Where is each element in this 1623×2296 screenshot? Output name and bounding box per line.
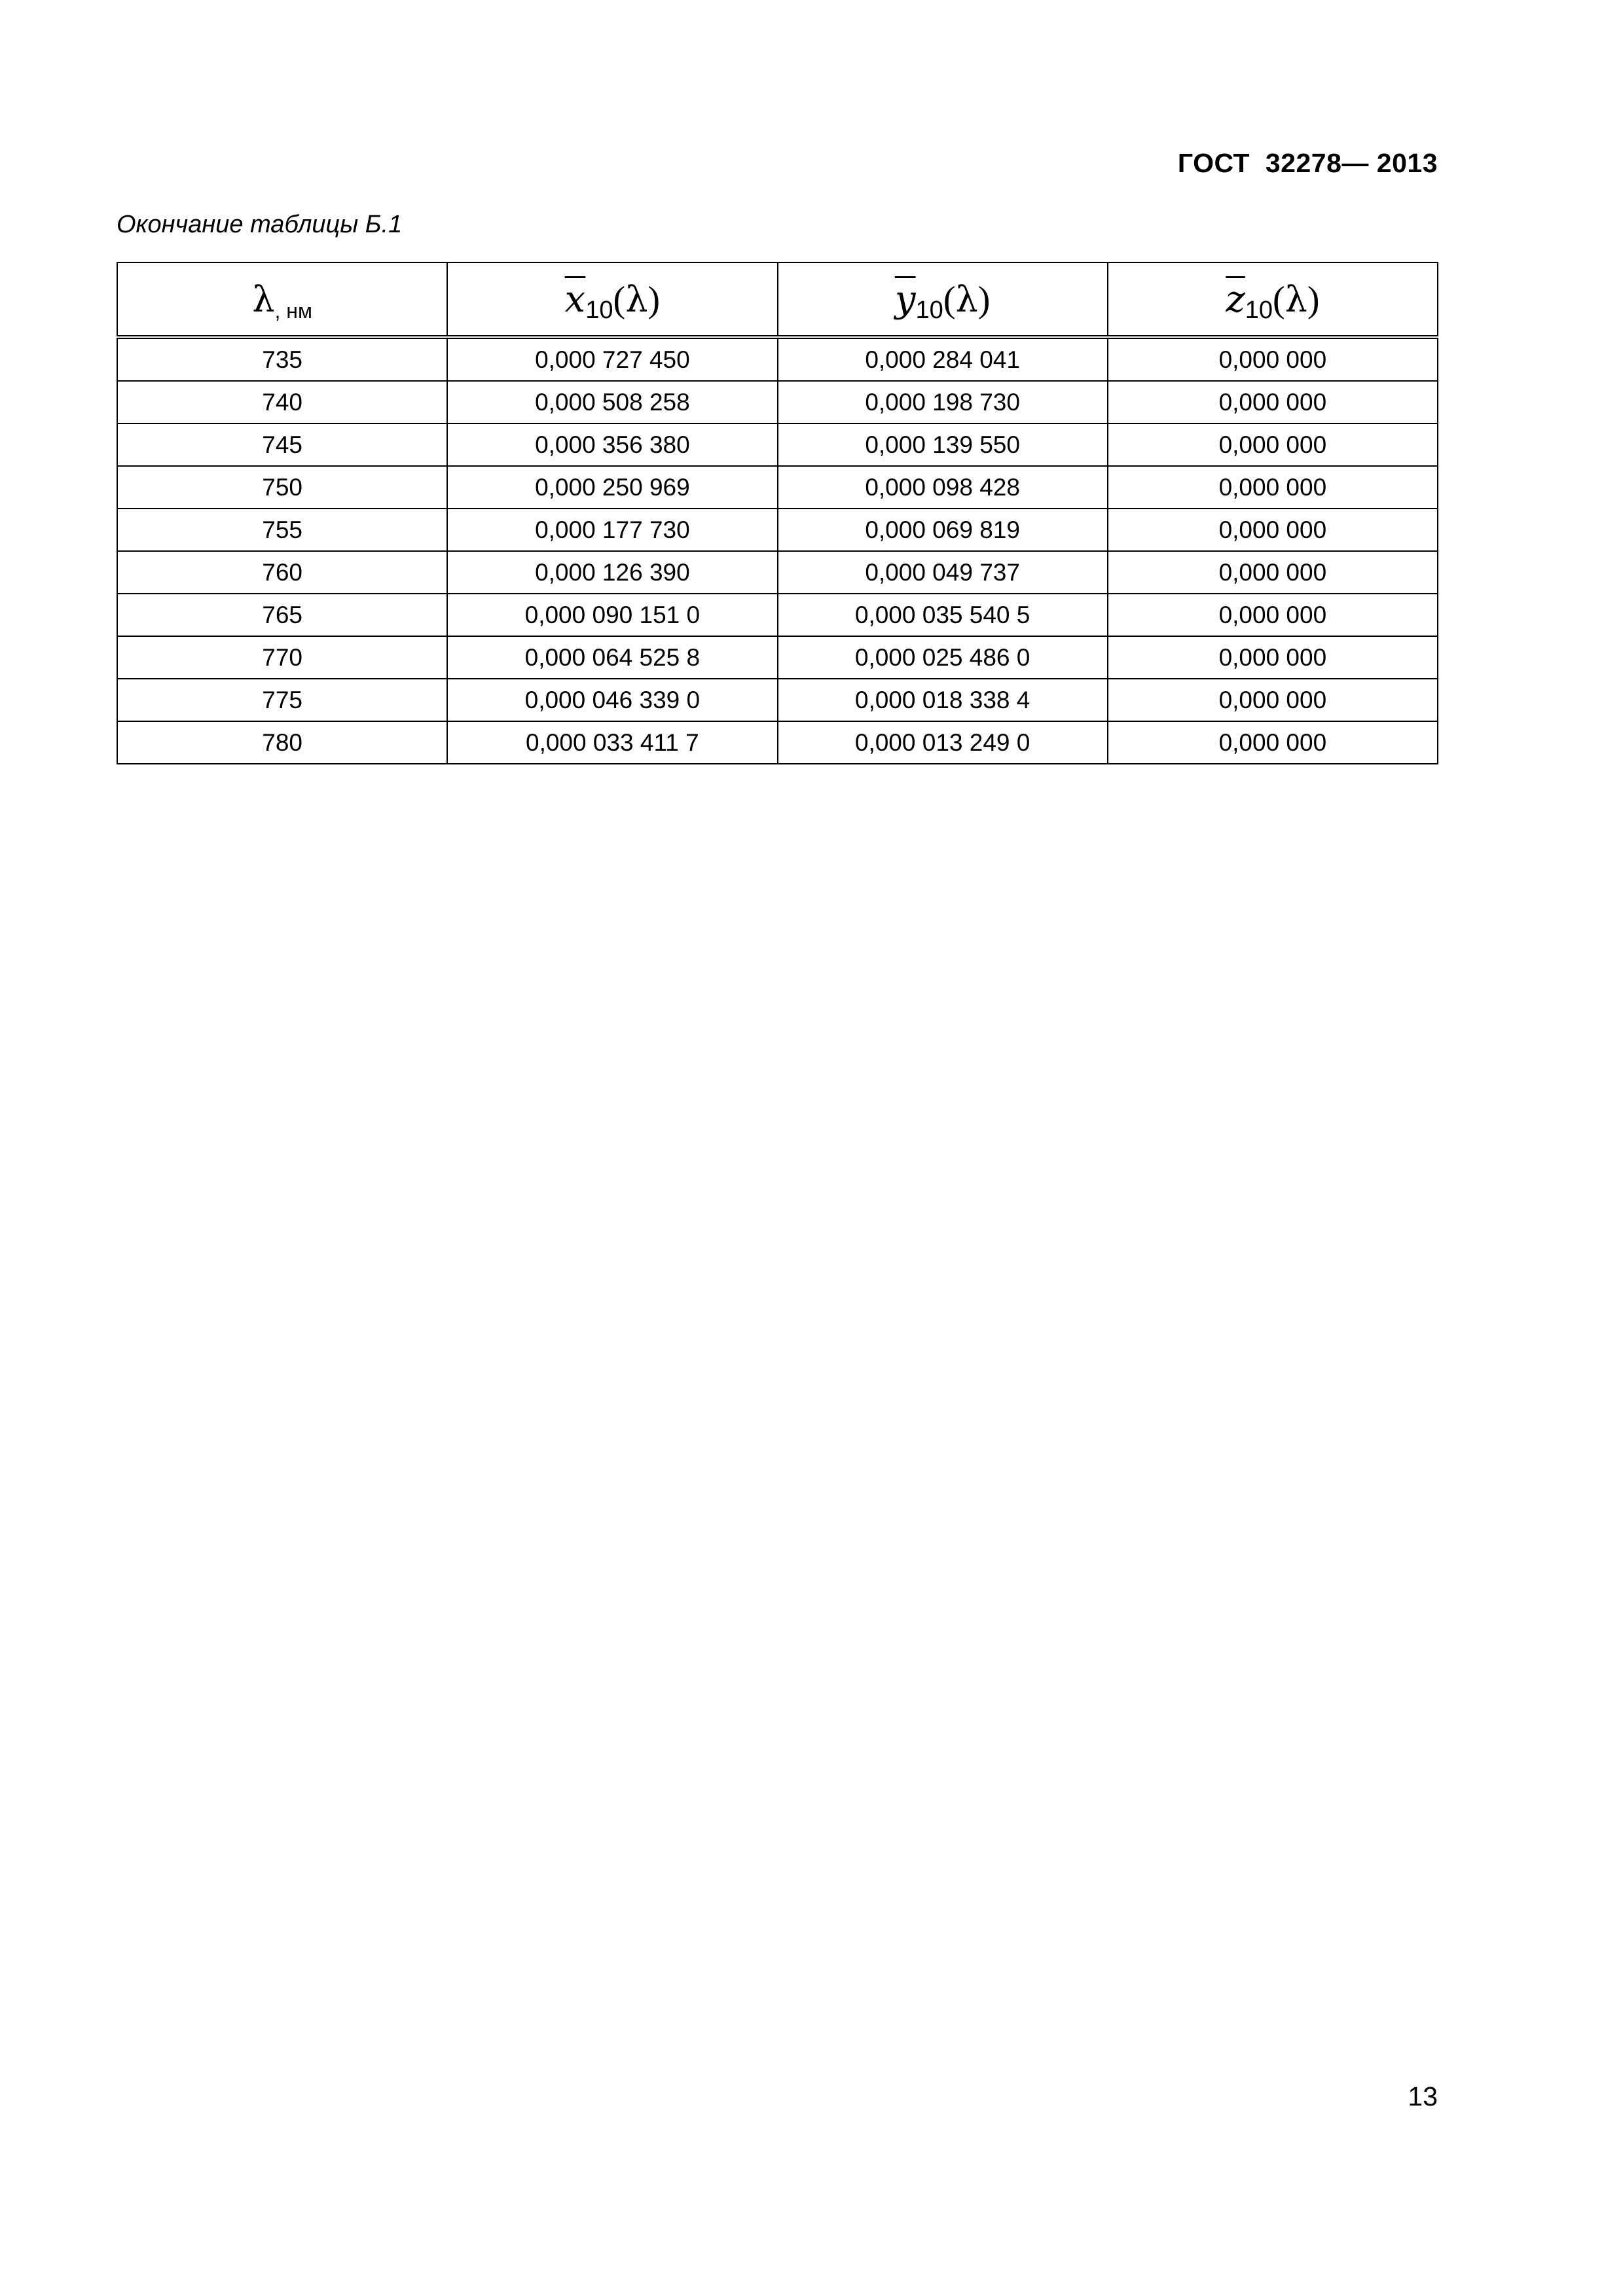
cell-x10: 0,000 508 258	[447, 381, 777, 423]
cell-x10: 0,000 727 450	[447, 337, 777, 381]
table-caption: Окончание таблицы Б.1	[117, 211, 403, 238]
cell-z10: 0,000 000	[1108, 423, 1438, 466]
cell-y10: 0,000 049 737	[778, 551, 1108, 594]
cell-wavelength: 780	[117, 721, 447, 764]
header-x10-argument: λ	[625, 278, 648, 320]
header-z10: $\overline{z}10(\lambda)$	[1108, 262, 1438, 337]
table-row	[117, 679, 1438, 721]
header-y10-argument: λ	[955, 278, 978, 320]
cell-z10: 0,000 000	[1108, 679, 1438, 721]
cell-z10: 0,000 000	[1108, 636, 1438, 679]
cell-wavelength: 755	[117, 509, 447, 551]
cell-z10: 0,000 000	[1108, 509, 1438, 551]
header-row	[117, 262, 1438, 337]
cell-y10: 0,000 035 540 5	[778, 594, 1108, 636]
cell-x10: 0,000 126 390	[447, 551, 777, 594]
header-y10-symbol: $\overline{y}$	[894, 278, 916, 321]
cell-y10: 0,000 139 550	[778, 423, 1108, 466]
table-header	[117, 262, 1438, 337]
table-row	[117, 636, 1438, 679]
cell-wavelength: 770	[117, 636, 447, 679]
header-y10-subscript: 10	[915, 296, 943, 324]
cell-y10: 0,000 284 041	[778, 337, 1108, 381]
table-row	[117, 466, 1438, 509]
cell-wavelength: 745	[117, 423, 447, 466]
header-z10-subscript: 10	[1245, 296, 1273, 324]
header-x10-symbol: $\overline{x}$	[564, 278, 586, 321]
cell-x10: 0,000 250 969	[447, 466, 777, 509]
header-x10: $\overline{x}10(\lambda)$	[447, 262, 777, 337]
cell-x10: 0,000 064 525 8	[447, 636, 777, 679]
header-wavelength-symbol: λ	[252, 278, 275, 320]
page-number: 13	[1408, 2081, 1438, 2111]
cell-wavelength: 735	[117, 337, 447, 381]
cell-z10: 0,000 000	[1108, 551, 1438, 594]
table-row	[117, 337, 1438, 381]
table-row	[117, 423, 1438, 466]
cell-y10: 0,000 018 338 4	[778, 679, 1108, 721]
table-row	[117, 381, 1438, 423]
table-row	[117, 594, 1438, 636]
table-row	[117, 721, 1438, 764]
cell-x10: 0,000 356 380	[447, 423, 777, 466]
cell-x10: 0,000 046 339 0	[447, 679, 777, 721]
cell-wavelength: 775	[117, 679, 447, 721]
table-row	[117, 509, 1438, 551]
header-x10-subscript: 10	[585, 296, 613, 324]
header-z10-symbol: $\overline{z}$	[1226, 278, 1245, 321]
header-wavelength	[117, 262, 447, 337]
cell-z10: 0,000 000	[1108, 594, 1438, 636]
cell-wavelength: 740	[117, 381, 447, 423]
header-wavelength-unit: , нм	[274, 298, 312, 323]
cell-y10: 0,000 069 819	[778, 509, 1108, 551]
cell-x10: 0,000 090 151 0	[447, 594, 777, 636]
cell-y10: 0,000 098 428	[778, 466, 1108, 509]
document-header: ГОСТ 32278— 2013	[1177, 148, 1438, 178]
cell-y10: 0,000 198 730	[778, 381, 1108, 423]
header-z10-argument: λ	[1285, 278, 1307, 320]
table-row	[117, 551, 1438, 594]
cell-z10: 0,000 000	[1108, 337, 1438, 381]
cell-wavelength: 765	[117, 594, 447, 636]
data-table	[117, 262, 1438, 764]
cell-x10: 0,000 033 411 7	[447, 721, 777, 764]
header-y10: $\overline{y}10(\lambda)$	[778, 262, 1108, 337]
cell-y10: 0,000 025 486 0	[778, 636, 1108, 679]
cell-x10: 0,000 177 730	[447, 509, 777, 551]
cell-wavelength: 760	[117, 551, 447, 594]
cell-z10: 0,000 000	[1108, 721, 1438, 764]
table-body	[117, 337, 1438, 764]
cell-y10: 0,000 013 249 0	[778, 721, 1108, 764]
cell-z10: 0,000 000	[1108, 381, 1438, 423]
cell-z10: 0,000 000	[1108, 466, 1438, 509]
cell-wavelength: 750	[117, 466, 447, 509]
